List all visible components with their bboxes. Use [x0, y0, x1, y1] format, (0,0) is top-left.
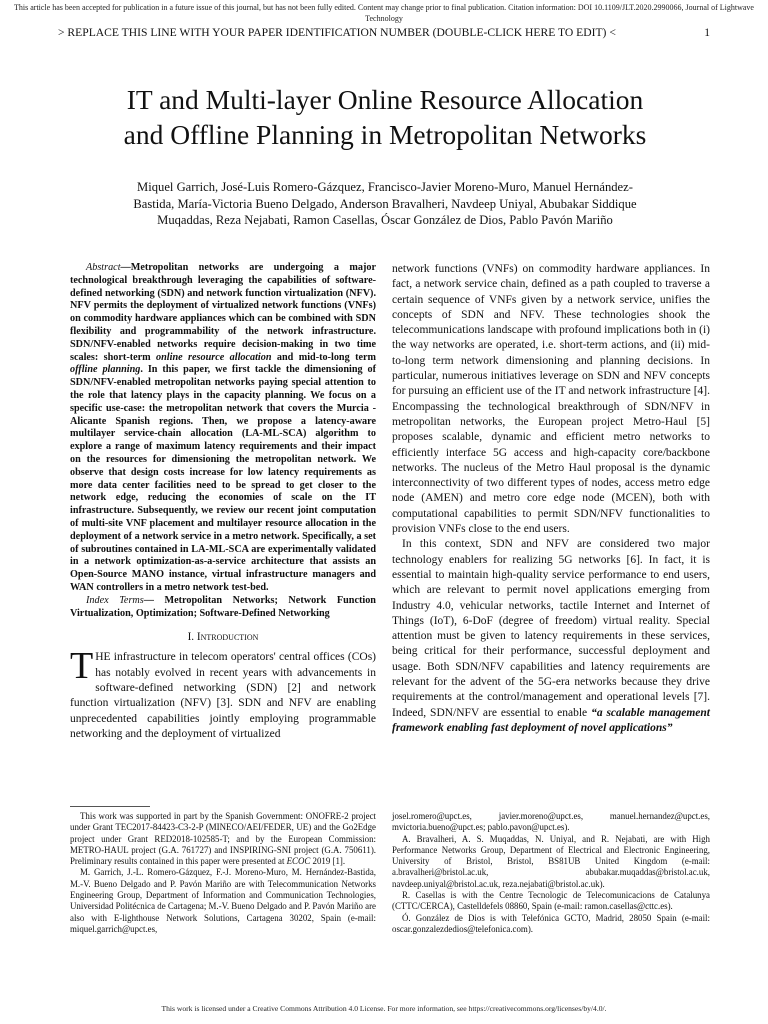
footnote-funding-end: 2019 [1].: [310, 856, 346, 867]
abstract-emphasis-1: online resource allocation: [156, 351, 272, 363]
running-header: [58, 26, 710, 40]
index-terms-label: Index Terms: [86, 594, 144, 606]
page-number: 1: [704, 26, 710, 39]
footnote-funding: [70, 811, 376, 867]
abstract-text-1: Metropolitan networks are undergoing a major technological breakthrough leveraging the capabilities of software-defined networking (SDN) and network function virtualization (NFV). NFV permits the deployment of virtualized network functions (VNFs) on commodity hardware appliances which can be combined with SDN flexibility and programmability of the network infrastructure. SDN/NFV-enabled networks require decision-making in two time scales: short-term: [70, 262, 376, 363]
paper-title: [40, 82, 730, 152]
footnote-emails-upct: josel.romero@upct.es, javier.moreno@upct.es, manuel.hernandez@upct.es, mvictoria.bueno@upct.es; pablo.pavon@upct.es).: [392, 811, 710, 833]
authors-line-2: Bastida, María-Victoria Bueno Delgado, Anderson Bravalheri, Navdeep Uniyal, Abubakar Siddique: [133, 196, 637, 211]
abstract-label: Abstract: [86, 262, 121, 273]
section-title: Introduction: [196, 631, 259, 644]
header-text: > REPLACE THIS LINE WITH YOUR PAPER IDENTIFICATION NUMBER (DOUBLE-CLICK HERE TO EDIT) <: [58, 26, 616, 39]
abstract: [70, 262, 376, 595]
license-notice: This work is licensed under a Creative Commons Attribution 4.0 License. For more information, see https://creativecommons.org/licenses/by/4.0/.: [161, 1004, 607, 1013]
authors-line-1: Miquel Garrich, José-Luis Romero-Gázquez, Francisco-Javier Moreno-Muro, Manuel Hernández-: [137, 180, 633, 194]
abstract-emphasis-2: offline planning: [70, 364, 141, 376]
left-column: [70, 262, 376, 742]
footnote-funding-text: This work was supported in part by the Spanish Government: ONOFRE-2 project under Grant TEC2017-84423-C3-2-P (MINECO/AEI/FEDER, UE) and the Go2Edge project under Grant RED2018-102585-T; and by the European Commission: METRO-HAUL project (G.A. 761727) and INSPIRING-SNI project (G.A. 750611). Preliminary results contained in this paper were presented at: [70, 811, 376, 867]
intro-text-left: HE infrastructure in telecom operators' central offices (COs) has notably evolved in recent years with advancements in software-defined networking (SDN) [2] and network function virtualization (NFV) [3]. SDN and NFV are enabling unprecedented capabilities jointly employing programmable networking and the deployment of virtualized: [70, 651, 376, 740]
section-heading-introduction: [70, 630, 376, 644]
abstract-text-2: and mid-to-long term: [271, 351, 376, 363]
title-line-1: IT and Multi-layer Online Resource Allocation: [126, 84, 644, 115]
footnote-rule: [70, 806, 150, 807]
publication-notice: This article has been accepted for publication in a future issue of this journal, but has not been fully edited. Content may change prior to final publication. Citation information: DOI 10.1109/JLT.2020.2990066, Journal of Lightwave Technology: [14, 3, 754, 23]
index-terms-text: Metropolitan Networks; Network Function Virtualization, Optimization; Software-Defined Networking: [70, 594, 376, 619]
abstract-dash: —: [120, 262, 131, 273]
footnote-affiliation-telefonica: Ó. González de Dios is with Telefónica GCTO, Madrid, 28050 Spain (e-mail: oscar.gonzalezdedios@telefonica.com).: [392, 912, 710, 934]
abstract-text-3: . In this paper, we first tackle the dimensioning of SDN/NFV-enabled metropolitan networks paying special attention to the role that latency plays in the capacity planning. We focus on a specific use-case: the metropolitan network that covers the Murcia - Alicante Spanish regions. Then, we propose a latency-aware multilayer service-chain allocation (LA-ML-SCA) algorithm to explore a range of maximum latency requirements and their impact on the resources for dimensioning the metropolitan network. We observe that design costs increase for low latency requirements as more data center facilities need to be spread to get closer to the network edge, reducing the economies of scale on the IT infrastructure. Subsequently, we review our recent joint computation of multi-site VNF placement and multilayer resource allocation in the deployment of a network service in a metro network. Specifically, a set of subroutines contained in LA-ML-SCA are experimentally validated in a network optimization-as-a-service architecture that assists an Open-Source MANO instance, virtual infrastructure managers and WAN controllers in a metro network test-bed.: [70, 364, 377, 593]
intro-paragraph-2: [392, 537, 710, 736]
footnotes-right: [392, 811, 710, 935]
footnote-funding-venue: ECOC: [286, 856, 311, 867]
index-terms: [70, 595, 376, 621]
drop-cap: T: [70, 645, 94, 688]
footnote-affiliation-cttc: R. Casellas is with the Centre Tecnologic de Telecomunicacions de Catalunya (CTTC/CERCA), Castelldefels 08860, Spain (e-mail: ramon.casellas@cttc.es).: [392, 890, 710, 912]
title-line-2: and Offline Planning in Metropolitan Networks: [123, 119, 647, 150]
author-list: [70, 179, 700, 229]
section-number: I.: [187, 631, 195, 644]
intro-paragraph-2-text: In this context, SDN and NFV are considered two major technology enablers for realizing 5G networks [6]. In fact, it is essential to maintain high-quality service performance to end users, which are relevant to permit novel applications emerging from Industry 4.0, vehicular networks, tactile Internet and Internet of Things (IoT), 6-DoF (degree of freedom) virtual reality. Special attention must be given to latency requirements in these services, being critical for their performance, successful deployment and usage. Both SDN/NFV capabilities and latency requirements are relevant for the advent of the 5G-era networks because they drive requirements at the control/management and operational levels [7]. Indeed, SDN/NFV are essential to enable: [392, 538, 710, 719]
intro-paragraph-1-start: [70, 645, 376, 742]
right-column: [392, 262, 710, 736]
footnote-affiliation-upct: M. Garrich, J.-L. Romero-Gázquez, F.-J. Moreno-Muro, M. Hernández-Bastida, M.-V. Bueno Delgado and P. Pavón Mariño are with Telecommunication Networks Engineering Group, Department of Information and Communication Technologies, Universidad Politécnica de Cartagena; M.-V. Bueno Delgado and P. Pavón Mariño are also with E-lighthouse Network Solutions, Cartagena 30202, Spain (e-mail: miquel.garrich@upct.es,: [70, 867, 376, 934]
intro-quote: “a scalable management framework enabling fast deployment of novel applications”: [392, 706, 710, 734]
footnotes-left: [70, 811, 376, 935]
index-terms-dash: —: [143, 594, 154, 606]
intro-paragraph-1-cont: network functions (VNFs) on commodity hardware appliances. In fact, a network service chain, defined as a path coupled to traverse a certain sequence of VNFs given by a network service, unifies the concepts of SDN and NFV. These technologies shook the telecommunications landscape with profound implications both in (i) the way networks are operated, i.e. short-term actions, and (ii) mid-to-long term network dimensioning and planning decisions. In particular, numerous initiatives leverage on SDN and NFV concepts for pursuing an efficient use of the IT and network infrastructure [4]. Encompassing the technological breakthrough of SDN/NFV in metropolitan networks, the European project Metro-Haul [5] proposes scalable, dynamic and efficient metro networks to efficiently interface 5G access and high-capacity core/backbone networks. The nucleus of the Metro Haul proposal is the dynamic interconnectivity of two different types of nodes, access metro edge node (AMEN) and metro core edge node (MCEN), both with computational capabilities to permit SDN/NFV functionalities to provision VNFs close to the end users.: [392, 263, 710, 536]
footnote-affiliation-bristol: A. Bravalheri, A. S. Muqaddas, N. Uniyal, and R. Nejabati, are with High Performance Networks Group, Department of Electrical and Electronic Engineering, University of Bristol, Bristol, BS81UB United Kingdom (e-mail: a.bravalheri@bristol.ac.uk, abubakar.muqaddas@bristol.ac.uk, navdeep.uniyal@bristol.ac.uk, reza.nejabati@bristol.ac.uk).: [392, 833, 710, 889]
authors-line-3: Muqaddas, Reza Nejabati, Ramon Casellas, Óscar González de Dios, Pablo Pavón Mariño: [157, 213, 613, 227]
